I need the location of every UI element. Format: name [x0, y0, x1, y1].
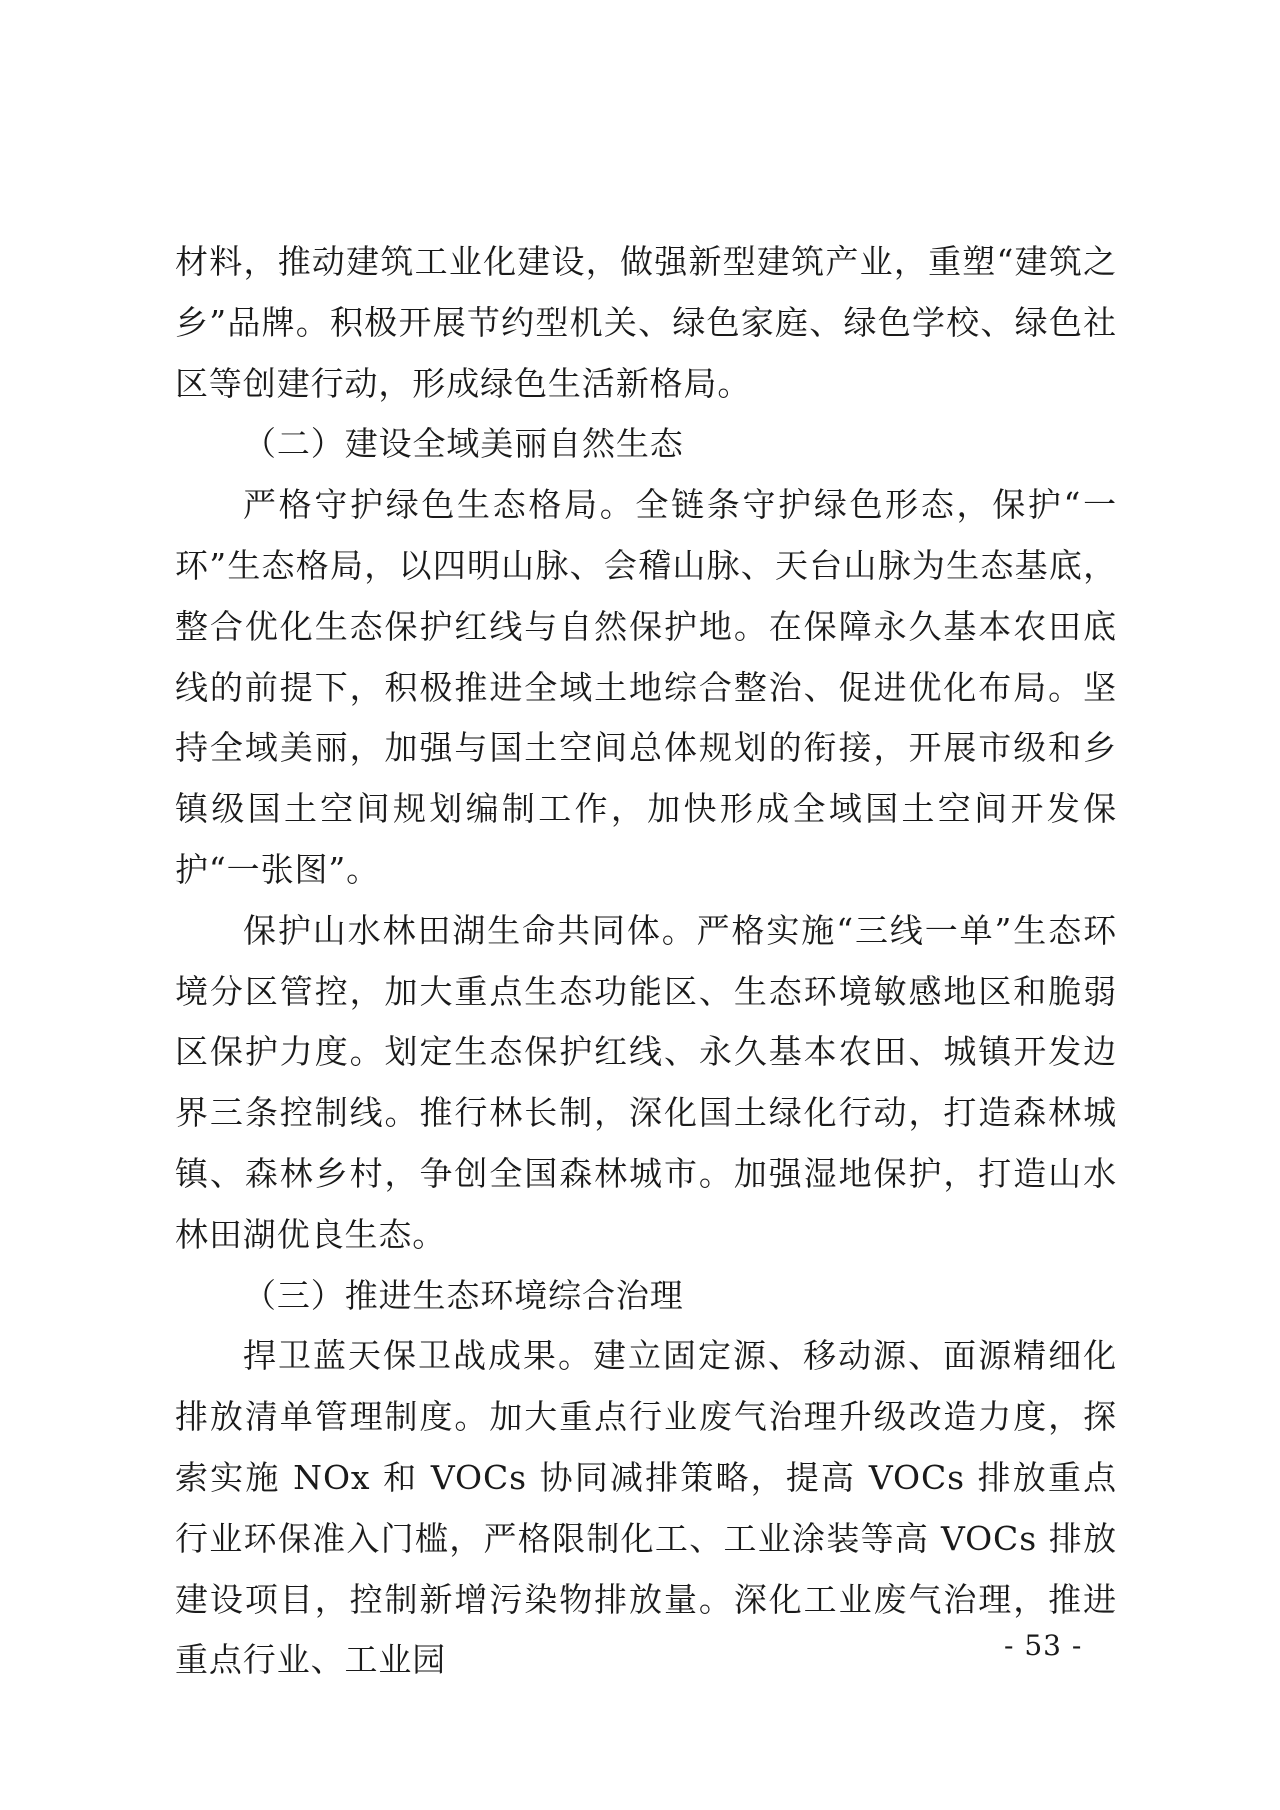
- body-paragraph: 材料，推动建筑工业化建设，做强新型建筑产业，重塑“建筑之乡”品牌。积极开展节约型机关、绿色家庭、绿色学校、绿色社区等创建行动，形成绿色生活新格局。: [175, 242, 1117, 403]
- page-number: - 53 -: [1004, 1629, 1083, 1662]
- body-paragraph: 严格守护绿色生态格局。全链条守护绿色形态，保护“一环”生态格局，以四明山脉、会稽山脉、天台山脉为生态基底，整合优化生态保护红线与自然保护地。在保障永久基本农田底线的前提下，积极推进全域土地综合整治、促进优化布局。坚持全域美丽，加强与国土空间总体规划的衔接，开展市级和乡镇级国土空间规划编制工作，加快形成全域国土空间开发保护“一张图”。: [175, 485, 1117, 889]
- body-paragraph: 保护山水林田湖生命共同体。严格实施“三线一单”生态环境分区管控，加大重点生态功能区、生态环境敏感地区和脆弱区保护力度。划定生态保护红线、永久基本农田、城镇开发边界三条控制线。推行林长制，深化国土绿化行动，打造森林城镇、森林乡村，争创全国森林城市。加强湿地保护，打造山水林田湖优良生态。: [175, 910, 1117, 1254]
- section-heading: （二）建设全域美丽自然生态: [243, 424, 684, 464]
- document-body: [175, 232, 1117, 1691]
- section-heading: （三）推进生态环境综合治理: [243, 1275, 684, 1315]
- body-paragraph: 捍卫蓝天保卫战成果。建立固定源、移动源、面源精细化排放清单管理制度。加大重点行业废气治理升级改造力度，探索实施 NOx 和 VOCs 协同减排策略，提高 VOCs 排放重点行业环保准入门槛，严格限制化工、工业涂装等高 VOCs 排放建设项目，控制新增污染物排放量。深化工业废气治理，推进重点行业、工业园: [175, 1336, 1117, 1680]
